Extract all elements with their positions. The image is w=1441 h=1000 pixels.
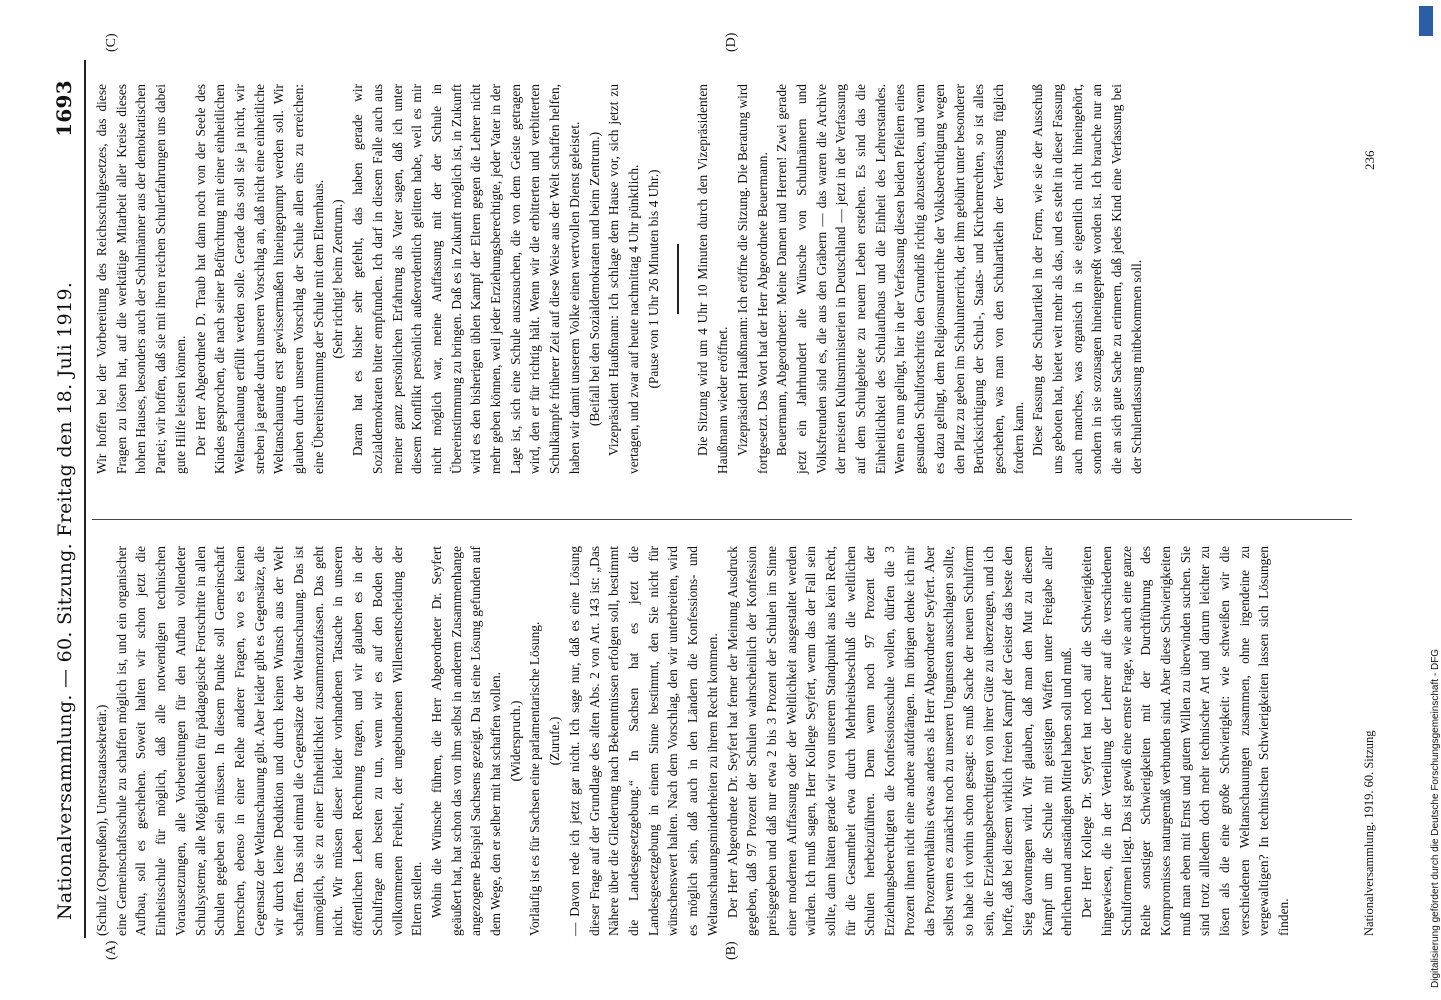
digitization-credit: Digitalisierung gefördert durch die Deutsche Forschungsgemeinschaft - DFG — [1430, 648, 1441, 988]
interjection: (Zurufe.) — [547, 716, 563, 766]
right-column — [92, 84, 1147, 474]
section-divider — [677, 244, 679, 314]
paragraph: Der Herr Abgeordnete D. Traub hat dann noch von der Seele des Kindes gesprochen, die nach seiner Befürchtung mit einer einheitlichen Weltanschauung erfüllt werden solle. Gerade das soll sie ja nicht, wir streben ja gerade durch unseren Vorschlag an, daß nicht eine einheitliche Weltanschauung erst gewissermaßen hineingepumpt werden soll. Wir glauben durch unseren Vorschlag der Schule allen eins zu erreichen: eine Übereinstimmung der Schule mit dem Elternhaus. — [192, 84, 326, 474]
paragraph: Vizepräsident Haußmann: Ich eröffne die Sitzung. Die Beratung wird fortgesetzt. Das Wort hat der Herr Abgeordnete Beuermann. — [734, 84, 770, 474]
paragraph: Beuermann, Abgeordneter: Meine Damen und Herren! Zwei gerade jetzt ein Jahrhundert alte Wünsche von Schulmännern und Volksfreunden sind es, die aus den Gräbern — das waren die Archive der meisten Kultusministerien in Deutschland — jetzt in der Verfassung auf dem Schulgebiete zu neuem Leben erstehen. Es sind das die Einheitlichkeit des Schulaufbaus und die Einheit des Lehrerstandes. Wenn es nun gelingt, hier in der Verfassung diesen beiden Pfeilern eines gesunden Schulfortschritts den Grundriß richtig abzustecken, und wenn es dazu gelingt, dem Religionsunterrichte der Volksberechtigung wegen den Platz zu geben im Schulunterricht, der ihm gebührt unter besonderer Berücksichtigung der Schul-, Staats- und Kirchenrechten, so ist alles geschehen, was man von den Schulartikeln der Verfassung füglich fordern kann. — [774, 84, 1026, 474]
interjection: (Sehr richtig! beim Zentrum.) — [330, 199, 346, 359]
paragraph: Der Herr Kollege Dr. Seyfert hat noch auf die Schwierigkeiten hingewiesen, die in der Verteilung der Lehrer auf die verschiedenen Schulformen liegt. Das ist gewiß eine ernste Frage, wie auch eine ganze Reihe sonstiger Schwierigkeiten mit der Durchführung des Kompromisses naturgemäß verbunden sind. Aber diese Schwierigkeiten muß man eben mit Ernst und gutem Willen zu überwinden suchen. Sie sind trotz allledem doch mehr technischer Art und darum leichter zu lösen als die eine große Schwierigkeit: wie schweißen wir die verschiedenen Weltanschauungen zusammen, ohne irgendeine zu vergewaltigen? In technischen Schwierigkeiten lassen sich Lösungen finden. — [1079, 546, 1292, 936]
paragraph: eine Gemeinschaftsschule zu schaffen möglich ist, und ein organischer Aufbau, soll es geschehen. Soweit halten wir schon jetzt die Einheitsschule für möglich, daß alle notwendigen technischen Voraussetzungen, alle Vorbereitungen für den Aufbau vollendeter Schulsysteme, alle Möglichkeiten für pädagogische Fortschritte in allen Schulen gegeben sein müssen. In diesem Punkte soll Gemeinschaft herrschen, ebenso in einer Reihe anderer Fragen, wo es keinen Gegensatz der Weltanschauung gibt. Aber leider gibt es Gegensätze, die wir durch keine Deduktion und durch keinen Wunsch aus der Welt schaffen. Das sind einmal die Gegensätze der Weltanschauung. Das ist unmöglich, sie zu einer Einheitlichkeit zusammenzufassen. Das geht nicht. Wir müssen dieser leider vorhandenen Tatsache in unseren öffentlichen Leben Rechnung tragen, und wir glauben es in der Schulfrage am besten zu tun, wenn wir es auf den Boden der vollkommenen Freiheit, der ungebundenen Willensentscheidung der Eltern stellen. — [113, 546, 425, 936]
interjection: (Beifall bei den Sozialdemokraten und beim Zentrum.) — [586, 131, 602, 427]
paragraph: — Davon rede ich jetzt gar nicht. Ich sage nur, daß es eine Lösung dieser Frage auf der Grundlage des alten Abs. 2 von Art. 143 ist: „Das Nähere über die Gliederung nach Bekenntnissen erfolgen soll, bestimmt die Landesgesetzgebung.“ In Sachsen hat es jetzt die Landesgesetzgebung in einem Sinne bestimmt, den Sie nicht für wünschenswert halten. Nach dem Vorschlag, den wir unterbreiten, wird es möglich sein, daß auch in den Ländern die Konfessions- und Weltanschauungsminderheiten zu ihrem Recht kommen. — [566, 546, 720, 936]
header-rule — [84, 60, 86, 938]
margin-mark-c: (C) — [104, 33, 119, 52]
margin-mark-b: (B) — [724, 941, 739, 960]
paragraph: Wohin die Wünsche führen, die Herr Abgeordneter Dr. Seyfert geäußert hat, hat schon das von ihm selbst in anderem Zusammenhange angezogene Beispiel Sachsens gezeigt. Da ist eine Lösung gefunden auf dem Wege, den er selber mit hat schaffen wollen. — [428, 546, 504, 936]
margin-mark-d: (D) — [724, 32, 739, 52]
paragraph: Diese Fassung der Schulartikel in der Form, wie sie der Ausschuß uns geboten hat, bietet weit mehr als das, und es steht in dieser Fassung auch manches, was organisch in sie eigentlich nicht hineingehört, sondern in sie sozusagen hineingepreßt worden ist. Ich brauche nur an die an sich gute Sache zu erinnern, daß jedes Kind eine Verfassung bei der Schulentlassung mitbekommen soll. — [1030, 84, 1144, 474]
footer-page-number: 236 — [1362, 150, 1377, 170]
paragraph: Vorläufig ist es für Sachsen eine parlamentarische Lösung. — [527, 621, 543, 936]
pause-note: (Pause von 1 Uhr 26 Minuten bis 4 Uhr.) — [645, 169, 661, 389]
column-separator — [92, 519, 1352, 520]
paragraph: Daran hat es bisher sehr gefehlt, das haben gerade wir Sozialdemokraten bitter empfunden. Ich darf in diesem Falle auch aus meiner ganz persönlichen Erfahrung als Vater sagen, daß ich unter diesem Konflikt persönlich außerordentlich gelitten habe, weil es mir nicht möglich war, meine Auffassung mit der der Schule in Übereinstimmung zu bringen. Daß es in Zukunft möglich ist, in Zukunft wird es den bisherigen üblen Kampf der Eltern gegen die Lehrer nicht mehr geben können, weil jeder Erziehungsberechtigte, jeder Vater in der Lage ist, sich eine Schule auszusuchen, die von dem Geiste getragen wird, den er für richtig hält. Wenn wir die erbitterten und verbitterten Schulkämpfe früherer Zeit auf diese Weise aus der Welt schaffen helfen, haben wir damit unserem Volke einen wertvollen Dienst geleistet. — [350, 84, 582, 474]
paragraph: Vizepräsident Haußmann: Ich schlage dem Hause vor, sich jetzt zu vertagen, und zwar auf heute nachmittag 4 Uhr pünktlich. — [606, 84, 641, 474]
speaker-intro: (Schulz (Ostpreußen), Unterstaatssekretär.) — [94, 704, 109, 936]
footer-left: Nationalversammlung. 1919. 60. Sitzung — [1362, 730, 1376, 936]
page-header — [36, 80, 76, 920]
left-column — [92, 546, 1294, 936]
margin-mark-a: (A) — [104, 940, 119, 960]
paragraph: Der Herr Abgeordnete Dr. Seyfert hat ferner der Meinung Ausdruck gegeben, daß 97 Prozent der Schulen wahrscheinlich der Konfession preisgegeben und daß nur etwa 2 bis 3 Prozent der Schulen im Sinne einer modernen Auffassung oder der Weltlichkeit ausgestaltet werden würden. Ich muß sagen, Herr Kollege Seyfert, wenn das der Fall sein sollte, dann hätten gerade wir von unserem Standpunkt aus kein Recht, für die Gesamtheit etwa durch Mehrheitsbeschluß die weltlichen Schulen herbeizuführen. Denn wenn noch 97 Prozent der Erziehungsberechtigten die Konfessionsschule wollen, dürfen die 3 Prozent ihnen nicht eine andere aufdrängen. Im übrigen denke ich mir das Prozentverhältnis etwas anders als Herr Abgeordneter Seyfert. Aber selbst wenn es zunächst noch zu unseren Ungunsten ausschlagen sollte, so habe ich vorhin schon gesagt: es muß Sache der neuen Schulform sein, die Erziehungsberechtigten von ihrer Güte zu überzeugen, und ich hoffe, daß bei diesem wirklich freien Kampf der Geister das beste den Sieg davontragen wird. Wir glauben, daß man den Mut zu diesem Kampf um die Schule mit geistigen Waffen unter Freigabe aller ehrlichen und anständigen Mittel haben soll und muß. — [724, 546, 1075, 936]
paragraph: Die Sitzung wird um 4 Uhr 10 Minuten durch den Vizepräsidenten Haußmann wieder eröffnet. — [695, 84, 731, 474]
interjection: (Widerspruch.) — [507, 700, 523, 782]
paragraph: Wir hoffen bei der Vorbereitung des Reichsschulgesetzes, das diese Fragen zu lösen hat, auf die werktätige Mitarbeit aller Kreise dieses hohen Hauses, besonders auch der Schulmänner aus der demokratischen Partei; wir hoffen, daß sie mit ihren reichen Schulerfahrungen uns dabei gute Hilfe leisten können. — [94, 84, 188, 474]
header-title: Nationalversammlung. — 60. Sitzung. Freitag den 18. Juli 1919. — [54, 281, 76, 920]
page-number: 1693 — [52, 80, 76, 137]
